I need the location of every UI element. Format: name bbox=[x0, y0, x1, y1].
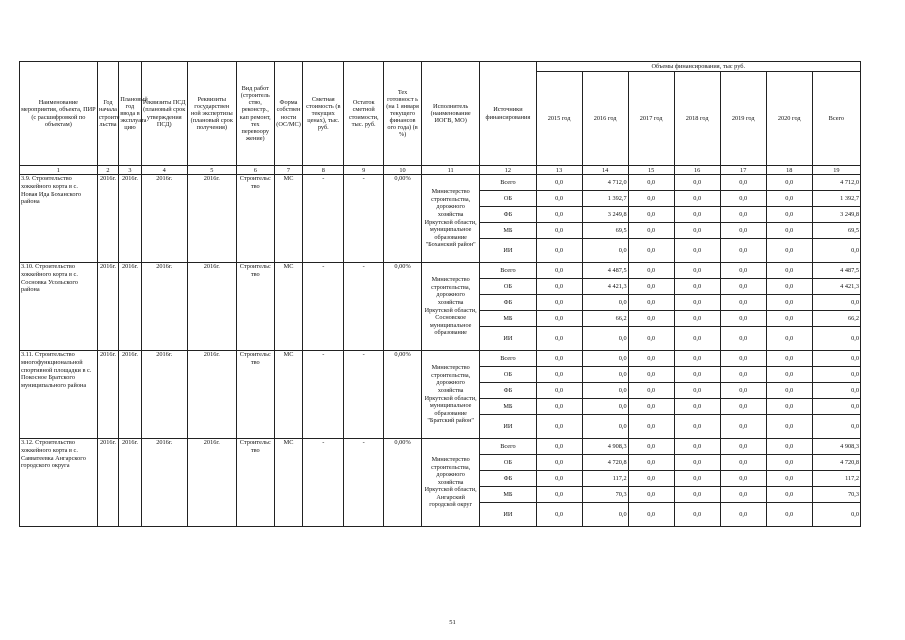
value-2017-cell: 0,0 bbox=[628, 223, 674, 239]
funding-source-cell: Всего bbox=[480, 351, 536, 367]
value-2019-cell: 0,0 bbox=[720, 311, 766, 327]
value-2019-cell: 0,0 bbox=[720, 207, 766, 223]
header-year-2016: 2016 год bbox=[582, 72, 628, 166]
column-number-cell: 8 bbox=[303, 166, 344, 175]
value-2020-cell: 0,0 bbox=[766, 207, 812, 223]
value-2018-cell: 0,0 bbox=[674, 295, 720, 311]
value-2017-cell: 0,0 bbox=[628, 239, 674, 263]
ownership-cell: МС bbox=[274, 263, 303, 351]
header-funding-group: Объемы финансирования, тыс руб. bbox=[536, 62, 860, 72]
value-2015-cell: 0,0 bbox=[536, 207, 582, 223]
column-number-cell: 3 bbox=[119, 166, 142, 175]
value-2020-cell: 0,0 bbox=[766, 471, 812, 487]
value-2018-cell: 0,0 bbox=[674, 415, 720, 439]
value-2017-cell: 0,0 bbox=[628, 487, 674, 503]
value-2016-cell: 4 908,3 bbox=[582, 439, 628, 455]
value-total-cell: 4 720,8 bbox=[812, 455, 860, 471]
value-2020-cell: 0,0 bbox=[766, 439, 812, 455]
value-2018-cell: 0,0 bbox=[674, 327, 720, 351]
value-2020-cell: 0,0 bbox=[766, 415, 812, 439]
value-2017-cell: 0,0 bbox=[628, 439, 674, 455]
header-estimate-cost: Сметная стоимость (в текущих ценах), тыс. руб. bbox=[303, 62, 344, 166]
planned-year-cell: 2016г. bbox=[119, 263, 142, 351]
value-total-cell: 4 712,0 bbox=[812, 175, 860, 191]
column-number-cell: 5 bbox=[187, 166, 236, 175]
psd-cell: 2016г. bbox=[141, 175, 187, 263]
project-name-cell: 3.12. Строительство хоккейного корта в с. Савватеевка Ангарского городского округа bbox=[20, 439, 98, 527]
funding-source-cell: МБ bbox=[480, 223, 536, 239]
planned-year-cell: 2016г. bbox=[119, 351, 142, 439]
column-number-cell: 4 bbox=[141, 166, 187, 175]
value-total-cell: 0,0 bbox=[812, 239, 860, 263]
start-year-cell: 2016г. bbox=[97, 175, 118, 263]
value-2019-cell: 0,0 bbox=[720, 439, 766, 455]
value-2017-cell: 0,0 bbox=[628, 367, 674, 383]
funding-source-cell: МБ bbox=[480, 487, 536, 503]
value-2016-cell: 0,0 bbox=[582, 351, 628, 367]
funding-source-cell: ФБ bbox=[480, 207, 536, 223]
value-2017-cell: 0,0 bbox=[628, 471, 674, 487]
value-2018-cell: 0,0 bbox=[674, 263, 720, 279]
psd-cell: 2016г. bbox=[141, 351, 187, 439]
value-2015-cell: 0,0 bbox=[536, 263, 582, 279]
value-2016-cell: 1 392,7 bbox=[582, 191, 628, 207]
value-2016-cell: 0,0 bbox=[582, 503, 628, 527]
funding-source-cell: ИИ bbox=[480, 415, 536, 439]
value-2016-cell: 117,2 bbox=[582, 471, 628, 487]
funding-source-cell: ИИ bbox=[480, 327, 536, 351]
ownership-cell: МС bbox=[274, 351, 303, 439]
value-2020-cell: 0,0 bbox=[766, 503, 812, 527]
start-year-cell: 2016г. bbox=[97, 263, 118, 351]
column-number-cell: 14 bbox=[582, 166, 628, 175]
column-number-cell: 19 bbox=[812, 166, 860, 175]
value-2019-cell: 0,0 bbox=[720, 383, 766, 399]
remaining-cost-cell: - bbox=[344, 263, 384, 351]
work-type-cell: Строительс тво bbox=[236, 263, 274, 351]
readiness-cell: 0,00% bbox=[384, 351, 422, 439]
funding-source-cell: ОБ bbox=[480, 455, 536, 471]
value-2018-cell: 0,0 bbox=[674, 439, 720, 455]
value-2019-cell: 0,0 bbox=[720, 367, 766, 383]
value-2015-cell: 0,0 bbox=[536, 327, 582, 351]
ownership-cell: МС bbox=[274, 175, 303, 263]
value-2019-cell: 0,0 bbox=[720, 455, 766, 471]
readiness-cell: 0,00% bbox=[384, 263, 422, 351]
value-2015-cell: 0,0 bbox=[536, 191, 582, 207]
funding-source-cell: ФБ bbox=[480, 383, 536, 399]
header-work-type: Вид работ (строитель ство, реконстр., кап ремонт, тех перевоору жение) bbox=[236, 62, 274, 166]
value-2015-cell: 0,0 bbox=[536, 415, 582, 439]
value-2019-cell: 0,0 bbox=[720, 351, 766, 367]
page-number: 51 bbox=[449, 619, 456, 626]
value-2017-cell: 0,0 bbox=[628, 191, 674, 207]
value-2016-cell: 4 712,0 bbox=[582, 175, 628, 191]
estimate-cost-cell: - bbox=[303, 439, 344, 527]
value-2015-cell: 0,0 bbox=[536, 471, 582, 487]
value-2016-cell: 3 249,8 bbox=[582, 207, 628, 223]
value-total-cell: 0,0 bbox=[812, 367, 860, 383]
value-2016-cell: 0,0 bbox=[582, 399, 628, 415]
value-2020-cell: 0,0 bbox=[766, 191, 812, 207]
value-total-cell: 0,0 bbox=[812, 399, 860, 415]
expertise-cell: 2016г. bbox=[187, 175, 236, 263]
value-2018-cell: 0,0 bbox=[674, 471, 720, 487]
value-2018-cell: 0,0 bbox=[674, 207, 720, 223]
value-2015-cell: 0,0 bbox=[536, 295, 582, 311]
executor-cell: Министерство строительства, дорожного хозяйства Иркутской области, муниципальное образование "Боханский район" bbox=[421, 175, 479, 263]
value-2017-cell: 0,0 bbox=[628, 175, 674, 191]
column-number-cell: 15 bbox=[628, 166, 674, 175]
value-2018-cell: 0,0 bbox=[674, 311, 720, 327]
expertise-cell: 2016г. bbox=[187, 263, 236, 351]
funding-table bbox=[19, 61, 861, 527]
value-2018-cell: 0,0 bbox=[674, 383, 720, 399]
value-total-cell: 4 908,3 bbox=[812, 439, 860, 455]
remaining-cost-cell: - bbox=[344, 351, 384, 439]
value-2017-cell: 0,0 bbox=[628, 295, 674, 311]
value-total-cell: 70,3 bbox=[812, 487, 860, 503]
funding-source-cell: ИИ bbox=[480, 239, 536, 263]
value-2019-cell: 0,0 bbox=[720, 175, 766, 191]
value-2020-cell: 0,0 bbox=[766, 295, 812, 311]
value-2016-cell: 4 487,5 bbox=[582, 263, 628, 279]
value-2018-cell: 0,0 bbox=[674, 279, 720, 295]
value-2015-cell: 0,0 bbox=[536, 367, 582, 383]
header-planned-year: Плановый год ввода в эксплуата цию bbox=[119, 62, 142, 166]
start-year-cell: 2016г. bbox=[97, 351, 118, 439]
planned-year-cell: 2016г. bbox=[119, 175, 142, 263]
value-2020-cell: 0,0 bbox=[766, 351, 812, 367]
column-number-cell: 6 bbox=[236, 166, 274, 175]
value-2018-cell: 0,0 bbox=[674, 175, 720, 191]
value-2018-cell: 0,0 bbox=[674, 351, 720, 367]
header-remaining-cost: Остаток сметной стоимости, тыс. руб. bbox=[344, 62, 384, 166]
column-number-cell: 1 bbox=[20, 166, 98, 175]
work-type-cell: Строительс тво bbox=[236, 351, 274, 439]
value-2015-cell: 0,0 bbox=[536, 455, 582, 471]
header-tech-readiness: Тех готовност ь (на 1 января текущего финансов ого года) (в %) bbox=[384, 62, 422, 166]
value-2019-cell: 0,0 bbox=[720, 415, 766, 439]
value-2018-cell: 0,0 bbox=[674, 223, 720, 239]
column-number-cell: 13 bbox=[536, 166, 582, 175]
value-2016-cell: 0,0 bbox=[582, 415, 628, 439]
value-2016-cell: 66,2 bbox=[582, 311, 628, 327]
value-2015-cell: 0,0 bbox=[536, 383, 582, 399]
funding-source-cell: МБ bbox=[480, 399, 536, 415]
value-2018-cell: 0,0 bbox=[674, 191, 720, 207]
value-2019-cell: 0,0 bbox=[720, 327, 766, 351]
column-number-cell: 16 bbox=[674, 166, 720, 175]
funding-source-cell: ОБ bbox=[480, 191, 536, 207]
column-number-cell: 12 bbox=[480, 166, 536, 175]
remaining-cost-cell: - bbox=[344, 175, 384, 263]
value-2016-cell: 0,0 bbox=[582, 367, 628, 383]
header-year-2020: 2020 год bbox=[766, 72, 812, 166]
value-2017-cell: 0,0 bbox=[628, 207, 674, 223]
start-year-cell: 2016г. bbox=[97, 439, 118, 527]
value-2019-cell: 0,0 bbox=[720, 239, 766, 263]
value-2018-cell: 0,0 bbox=[674, 487, 720, 503]
header-start-year: Год начала строите льства bbox=[97, 62, 118, 166]
value-2017-cell: 0,0 bbox=[628, 351, 674, 367]
project-name-cell: 3.11. Строительство многофункциональной спортивной площадки в с. Покосное Братского муниципального района bbox=[20, 351, 98, 439]
value-2017-cell: 0,0 bbox=[628, 415, 674, 439]
value-2020-cell: 0,0 bbox=[766, 311, 812, 327]
readiness-cell: 0,00% bbox=[384, 175, 422, 263]
psd-cell: 2016г. bbox=[141, 439, 187, 527]
value-total-cell: 0,0 bbox=[812, 327, 860, 351]
executor-cell: Министерство строительства, дорожного хозяйства Иркутской области, муниципальное образование "Братский район" bbox=[421, 351, 479, 439]
value-2018-cell: 0,0 bbox=[674, 399, 720, 415]
value-2020-cell: 0,0 bbox=[766, 455, 812, 471]
value-2015-cell: 0,0 bbox=[536, 487, 582, 503]
value-2015-cell: 0,0 bbox=[536, 175, 582, 191]
value-2019-cell: 0,0 bbox=[720, 399, 766, 415]
funding-source-cell: ФБ bbox=[480, 471, 536, 487]
column-number-cell: 10 bbox=[384, 166, 422, 175]
value-2019-cell: 0,0 bbox=[720, 471, 766, 487]
value-2020-cell: 0,0 bbox=[766, 279, 812, 295]
header-year-2015: 2015 год bbox=[536, 72, 582, 166]
value-total-cell: 4 421,3 bbox=[812, 279, 860, 295]
value-2020-cell: 0,0 bbox=[766, 175, 812, 191]
funding-source-cell: Всего bbox=[480, 263, 536, 279]
value-2016-cell: 70,3 bbox=[582, 487, 628, 503]
value-2019-cell: 0,0 bbox=[720, 503, 766, 527]
work-type-cell: Строительс тво bbox=[236, 439, 274, 527]
value-2016-cell: 0,0 bbox=[582, 239, 628, 263]
column-number-cell: 17 bbox=[720, 166, 766, 175]
value-total-cell: 117,2 bbox=[812, 471, 860, 487]
psd-cell: 2016г. bbox=[141, 263, 187, 351]
value-2019-cell: 0,0 bbox=[720, 295, 766, 311]
ownership-cell: МС bbox=[274, 439, 303, 527]
header-year-2019: 2019 год bbox=[720, 72, 766, 166]
value-2020-cell: 0,0 bbox=[766, 383, 812, 399]
funding-source-cell: ОБ bbox=[480, 367, 536, 383]
executor-cell: Министерство строительства, дорожного хозяйства Иркутской области, Сосновское муниципальное образование bbox=[421, 263, 479, 351]
value-2017-cell: 0,0 bbox=[628, 399, 674, 415]
table-header bbox=[20, 62, 861, 166]
value-2016-cell: 4 421,3 bbox=[582, 279, 628, 295]
value-2015-cell: 0,0 bbox=[536, 311, 582, 327]
header-name: Наименование мероприятия, объекта, ПИР (с расшифровкой по объектам) bbox=[20, 62, 98, 166]
value-2017-cell: 0,0 bbox=[628, 311, 674, 327]
value-2020-cell: 0,0 bbox=[766, 487, 812, 503]
value-2015-cell: 0,0 bbox=[536, 223, 582, 239]
value-2016-cell: 4 720,8 bbox=[582, 455, 628, 471]
project-funding-row bbox=[20, 175, 861, 191]
value-total-cell: 0,0 bbox=[812, 383, 860, 399]
value-2017-cell: 0,0 bbox=[628, 263, 674, 279]
value-2018-cell: 0,0 bbox=[674, 239, 720, 263]
column-number-cell: 7 bbox=[274, 166, 303, 175]
value-2019-cell: 0,0 bbox=[720, 487, 766, 503]
project-name-cell: 3.9. Строительство хоккейного корта в с. Новая Ида Боханского района bbox=[20, 175, 98, 263]
value-2017-cell: 0,0 bbox=[628, 455, 674, 471]
value-2019-cell: 0,0 bbox=[720, 191, 766, 207]
funding-source-cell: Всего bbox=[480, 175, 536, 191]
column-number-cell: 9 bbox=[344, 166, 384, 175]
value-total-cell: 69,5 bbox=[812, 223, 860, 239]
value-total-cell: 4 487,5 bbox=[812, 263, 860, 279]
project-funding-row bbox=[20, 439, 861, 455]
header-year-2018: 2018 год bbox=[674, 72, 720, 166]
header-total: Всего bbox=[812, 72, 860, 166]
column-number-cell: 2 bbox=[97, 166, 118, 175]
value-2016-cell: 0,0 bbox=[582, 327, 628, 351]
value-2018-cell: 0,0 bbox=[674, 503, 720, 527]
funding-source-cell: ФБ bbox=[480, 295, 536, 311]
expertise-cell: 2016г. bbox=[187, 351, 236, 439]
project-name-cell: 3.10. Строительство хоккейного корта в с. Сосновка Усольского района bbox=[20, 263, 98, 351]
value-2020-cell: 0,0 bbox=[766, 367, 812, 383]
planned-year-cell: 2016г. bbox=[119, 439, 142, 527]
value-total-cell: 66,2 bbox=[812, 311, 860, 327]
expertise-cell: 2016г. bbox=[187, 439, 236, 527]
value-2020-cell: 0,0 bbox=[766, 239, 812, 263]
value-2015-cell: 0,0 bbox=[536, 351, 582, 367]
value-total-cell: 1 392,7 bbox=[812, 191, 860, 207]
funding-source-cell: ИИ bbox=[480, 503, 536, 527]
value-total-cell: 3 249,8 bbox=[812, 207, 860, 223]
table-body bbox=[20, 166, 861, 527]
readiness-cell: 0,00% bbox=[384, 439, 422, 527]
column-number-cell: 18 bbox=[766, 166, 812, 175]
header-ownership: Форма собствен ности (ОС/МС) bbox=[274, 62, 303, 166]
value-2015-cell: 0,0 bbox=[536, 399, 582, 415]
estimate-cost-cell: - bbox=[303, 263, 344, 351]
work-type-cell: Строительс тво bbox=[236, 175, 274, 263]
value-2015-cell: 0,0 bbox=[536, 279, 582, 295]
project-funding-row bbox=[20, 351, 861, 367]
value-total-cell: 0,0 bbox=[812, 351, 860, 367]
column-numbers-row bbox=[20, 166, 861, 175]
estimate-cost-cell: - bbox=[303, 175, 344, 263]
value-2020-cell: 0,0 bbox=[766, 327, 812, 351]
value-2018-cell: 0,0 bbox=[674, 367, 720, 383]
estimate-cost-cell: - bbox=[303, 351, 344, 439]
header-executor: Исполнитель (наименование ИОГВ, МО) bbox=[421, 62, 479, 166]
value-total-cell: 0,0 bbox=[812, 415, 860, 439]
funding-source-cell: Всего bbox=[480, 439, 536, 455]
value-2018-cell: 0,0 bbox=[674, 455, 720, 471]
remaining-cost-cell: - bbox=[344, 439, 384, 527]
value-2017-cell: 0,0 bbox=[628, 383, 674, 399]
value-2016-cell: 69,5 bbox=[582, 223, 628, 239]
value-2017-cell: 0,0 bbox=[628, 327, 674, 351]
value-2020-cell: 0,0 bbox=[766, 263, 812, 279]
value-2017-cell: 0,0 bbox=[628, 279, 674, 295]
funding-source-cell: МБ bbox=[480, 311, 536, 327]
column-number-cell: 11 bbox=[421, 166, 479, 175]
value-2015-cell: 0,0 bbox=[536, 439, 582, 455]
header-year-2017: 2017 год bbox=[628, 72, 674, 166]
header-sources: Источники финансирования bbox=[480, 62, 536, 166]
value-2019-cell: 0,0 bbox=[720, 223, 766, 239]
value-2020-cell: 0,0 bbox=[766, 223, 812, 239]
value-2020-cell: 0,0 bbox=[766, 399, 812, 415]
project-funding-row bbox=[20, 263, 861, 279]
value-2016-cell: 0,0 bbox=[582, 383, 628, 399]
value-2016-cell: 0,0 bbox=[582, 295, 628, 311]
value-2019-cell: 0,0 bbox=[720, 263, 766, 279]
funding-source-cell: ОБ bbox=[480, 279, 536, 295]
header-expertise-details: Реквизиты государствен ной экспертизы (плановый срок получения) bbox=[187, 62, 236, 166]
executor-cell: Министерство строительства, дорожного хозяйства Иркутской области, Ангарский городской округ bbox=[421, 439, 479, 527]
header-psd-details: Реквизиты ПСД (плановый срок утверждения ПСД) bbox=[141, 62, 187, 166]
value-2015-cell: 0,0 bbox=[536, 503, 582, 527]
value-2017-cell: 0,0 bbox=[628, 503, 674, 527]
value-total-cell: 0,0 bbox=[812, 295, 860, 311]
value-2019-cell: 0,0 bbox=[720, 279, 766, 295]
value-total-cell: 0,0 bbox=[812, 503, 860, 527]
value-2015-cell: 0,0 bbox=[536, 239, 582, 263]
